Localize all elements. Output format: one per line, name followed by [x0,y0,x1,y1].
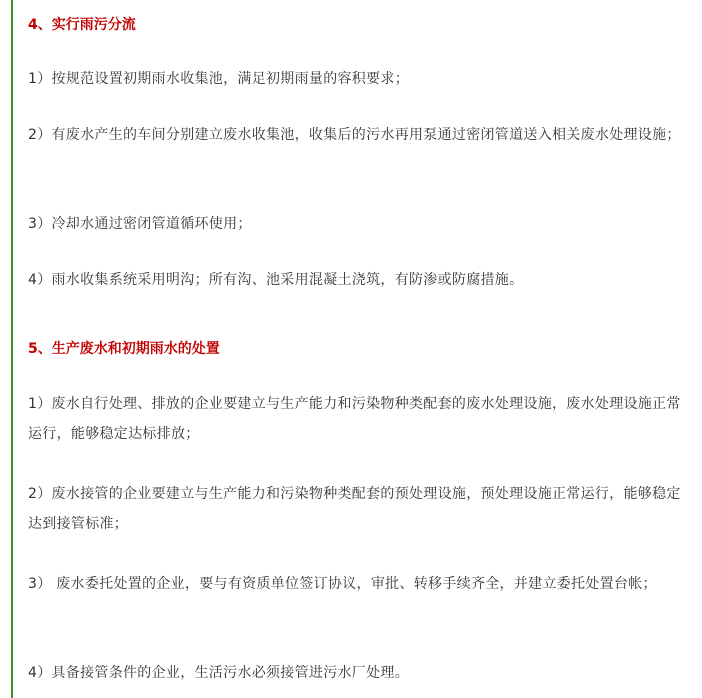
section-4-heading: 4、实行雨污分流 [28,17,136,33]
section-5-item-3: 3） 废水委托处置的企业，要与有资质单位签订协议，审批、转移手续齐全，并建立委托处置台帐； [28,576,657,592]
section-4-item-4: 4）雨水收集系统采用明沟；所有沟、池采用混凝土浇筑，有防渗或防腐措施。 [28,272,524,288]
section-5-item-1: 1）废水自行处理、排放的企业要建立与生产能力和污染物种类配套的废水处理设施，废水处理设施正常运行，能够稳定达标排放； [28,396,681,442]
section-4-item-1: 1）按规范设置初期雨水收集池，满足初期雨量的容积要求； [28,71,410,87]
left-border-rule [11,0,13,698]
section-5-item-2: 2）废水接管的企业要建立与生产能力和污染物种类配套的预处理设施，预处理设施正常运行，能够稳定达到接管标准； [28,486,681,532]
section-4-item-3: 3）冷却水通过密闭管道循环使用； [28,216,252,232]
section-4-item-2: 2）有废水产生的车间分别建立废水收集池，收集后的污水再用泵通过密闭管道送入相关废水处理设施； [28,127,681,143]
section-5-heading: 5、生产废水和初期雨水的处置 [28,341,220,357]
section-5-item-4: 4）具备接管条件的企业，生活污水必须接管进污水厂处理。 [28,665,410,681]
